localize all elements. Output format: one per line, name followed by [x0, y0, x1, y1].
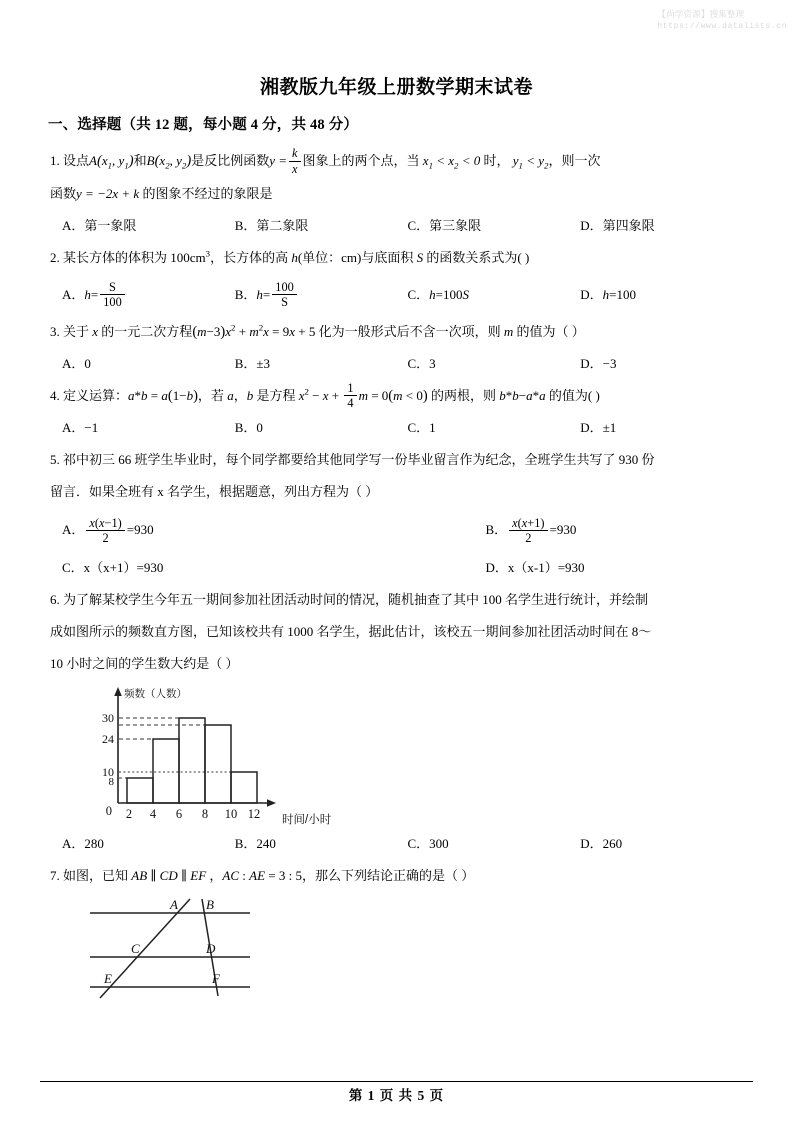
parallel-lines-geometry-figure	[82, 895, 292, 1000]
question-1: 1. 设点$A(x_1$, $y_1$)和$B(x_2$, $y_2$)是反比例函数y = $\frac{k}{x}$ 图象上的两个点，当 $x_1 < x_2 < 0$ 时， $y_1 < y_2$，则一次	[50, 146, 601, 176]
question-3-option-b[interactable]: B．±3	[234, 355, 271, 371]
question-1-options	[62, 211, 753, 241]
question-2-option-b[interactable]: B．h= $\frac{100}{S}$	[235, 275, 408, 315]
page-footer: 第 1 页 共 5 页	[348, 1088, 445, 1103]
question-6-option-d[interactable]: D．260	[580, 836, 623, 852]
question-2-option-a[interactable]: A．h= $\frac{S}{100}$	[62, 275, 235, 315]
question-5-options-row2	[62, 553, 753, 583]
question-4-option-a[interactable]: A．−1	[62, 420, 99, 436]
question-5-option-a[interactable]: A． $\frac{x(x-1)}{2}$ =930	[62, 515, 154, 545]
question-3-options	[62, 349, 753, 379]
question-5-option-b[interactable]: B． $\frac{x(x+1)}{2}$ =930	[485, 515, 577, 545]
question-1-text-a: 设点	[63, 153, 90, 168]
question-1-option-c[interactable]: C．第三象限	[407, 217, 482, 233]
geo-label-E: E	[104, 971, 112, 987]
question-4-option-c[interactable]: C．1	[407, 420, 436, 436]
question-5-option-c[interactable]: C．x（x+1）=930	[62, 560, 164, 576]
question-1-text-d: 图象上	[302, 153, 342, 168]
question-5-option-d[interactable]: D．x（x‑1）=930	[485, 560, 585, 576]
question-1-text-h: 函数	[50, 185, 77, 201]
question-5-text-line1: 祁中初三 66 班学生毕业时，每个同学都要给其他同学写一份毕业留言作为纪念，全班学生共写了 930 份	[63, 452, 655, 468]
svg-text:10: 10	[102, 765, 114, 780]
geo-label-F: F	[212, 971, 220, 987]
question-6-line2	[50, 617, 753, 647]
svg-text:6: 6	[175, 807, 183, 822]
question-6-text-line2: 成如图所示的频数直方图，已知该校共有 1000 名学生，据此估计，该校五一期间参加社团活动时间在 8～	[50, 624, 652, 640]
question-6	[50, 585, 753, 615]
question-1-option-a[interactable]: A．第一象限	[62, 217, 137, 233]
geo-label-C: C	[131, 941, 140, 957]
question-6-option-a[interactable]: A．280	[62, 836, 104, 852]
question-1-number: 1.	[50, 153, 60, 168]
question-5-number: 5.	[50, 452, 60, 468]
question-1-option-d[interactable]: D．第四象限	[580, 217, 655, 233]
page-title: 湘教版九年级上册数学期末试卷	[259, 77, 533, 98]
question-6-text-line3: 10 小时之间的学生数大约是（ ）	[50, 656, 239, 672]
question-3-option-d[interactable]: D．−3	[580, 355, 617, 371]
svg-text:0: 0	[105, 804, 112, 819]
svg-text:10: 10	[224, 807, 238, 822]
question-1-text-c: 是反比例函数	[191, 153, 270, 168]
question-6-text-line1: 为了解某校学生今年五一期间参加社团活动时间的情况，随机抽查了其中 100 名学生进行统计，并绘制	[63, 592, 649, 608]
question-2-number: 2.	[50, 249, 60, 265]
watermark-line-2: https://www.datalists.cn	[657, 22, 787, 32]
question-5-line2	[50, 477, 753, 507]
question-3-option-c[interactable]: C．3	[407, 355, 436, 371]
question-7	[50, 861, 753, 891]
question-4-option-d[interactable]: D．±1	[580, 420, 617, 436]
question-5	[50, 445, 753, 475]
question-3-option-a[interactable]: A．0	[62, 355, 91, 371]
frequency-histogram-figure	[86, 685, 336, 825]
question-2-text: 某长方体的体积为 $100cm^3$，长方体的高 h(单位：cm)与底面积 S 的函数关系式为( )	[63, 248, 530, 265]
question-6-options	[62, 829, 753, 859]
histogram-svg	[86, 685, 336, 825]
question-6-option-b[interactable]: B．240	[234, 836, 276, 852]
svg-text:4: 4	[149, 807, 157, 822]
histogram-x-axis-label: 时间/小时	[282, 814, 332, 826]
section-heading: 一、选择题（共 12 题，每小题 4 分，共 48 分）	[48, 117, 359, 133]
question-3	[50, 317, 753, 347]
question-6-line3	[50, 649, 753, 679]
question-4-text: 定义运算：a*b = a(1−b)，若 a，b 是方程 $x^2 - x$ + $\frac{1}{4}$ m = 0(m < 0) 的两根，则 b*b−a*a 的值为( )	[63, 381, 600, 411]
question-2	[50, 243, 753, 273]
question-6-number: 6.	[50, 592, 60, 608]
question-5-options-row1	[62, 509, 753, 551]
question-4-options	[62, 413, 753, 443]
question-1-option-b[interactable]: B．第二象限	[234, 217, 309, 233]
geo-label-D: D	[206, 941, 216, 957]
svg-text:24: 24	[102, 732, 114, 747]
question-3-number: 3.	[50, 323, 60, 339]
watermark-line-1: 【尚学资源】搜集整理	[657, 9, 745, 19]
svg-text:8: 8	[108, 776, 114, 789]
question-4-number: 4.	[50, 387, 60, 403]
question-4	[50, 381, 753, 412]
svg-text:8: 8	[201, 807, 209, 822]
question-6-option-c[interactable]: C．300	[407, 836, 449, 852]
question-1-line2: 函数y = −2x + k 的图象不经过的象限是	[50, 185, 273, 201]
question-3-text: 关于 x 的一元二次方程$(m-3)x^2 + m^2x = 9x + 5$ 化为一般形式后不含一次项，则 m 的值为（ ）	[63, 322, 585, 340]
svg-text:30: 30	[102, 711, 114, 726]
question-2-options	[62, 275, 753, 315]
footer-divider	[40, 1081, 753, 1082]
question-1-text-e: 的两个点，当	[341, 153, 420, 168]
question-7-text: 如图，已知 AB ∥ CD ∥ EF ，AC : AE = 3 : 5，那么下列结论正确的是（ ）	[63, 868, 475, 884]
question-2-option-c[interactable]: C．h=100S	[407, 286, 470, 302]
question-2-option-d[interactable]: D．h=100	[580, 286, 636, 302]
geo-label-A: A	[170, 897, 178, 913]
question-7-number: 7.	[50, 868, 60, 884]
question-1-text-f: 时，	[483, 153, 510, 168]
question-4-option-b[interactable]: B．0	[234, 420, 263, 436]
svg-text:12: 12	[247, 807, 261, 822]
svg-text:2: 2	[125, 807, 133, 822]
geo-label-B: B	[206, 897, 214, 913]
histogram-y-axis-label: 频数（人数）	[124, 688, 187, 701]
question-1-text-b: 和	[133, 153, 147, 168]
question-5-text-line2: 留言．如果全班有 x 名学生，根据题意，列出方程为（ ）	[50, 484, 379, 500]
question-1-text-g: ，则一次	[548, 153, 601, 168]
geometry-svg	[82, 895, 292, 1000]
question-1-text-i: 的图象不经过的象限是	[142, 185, 273, 201]
